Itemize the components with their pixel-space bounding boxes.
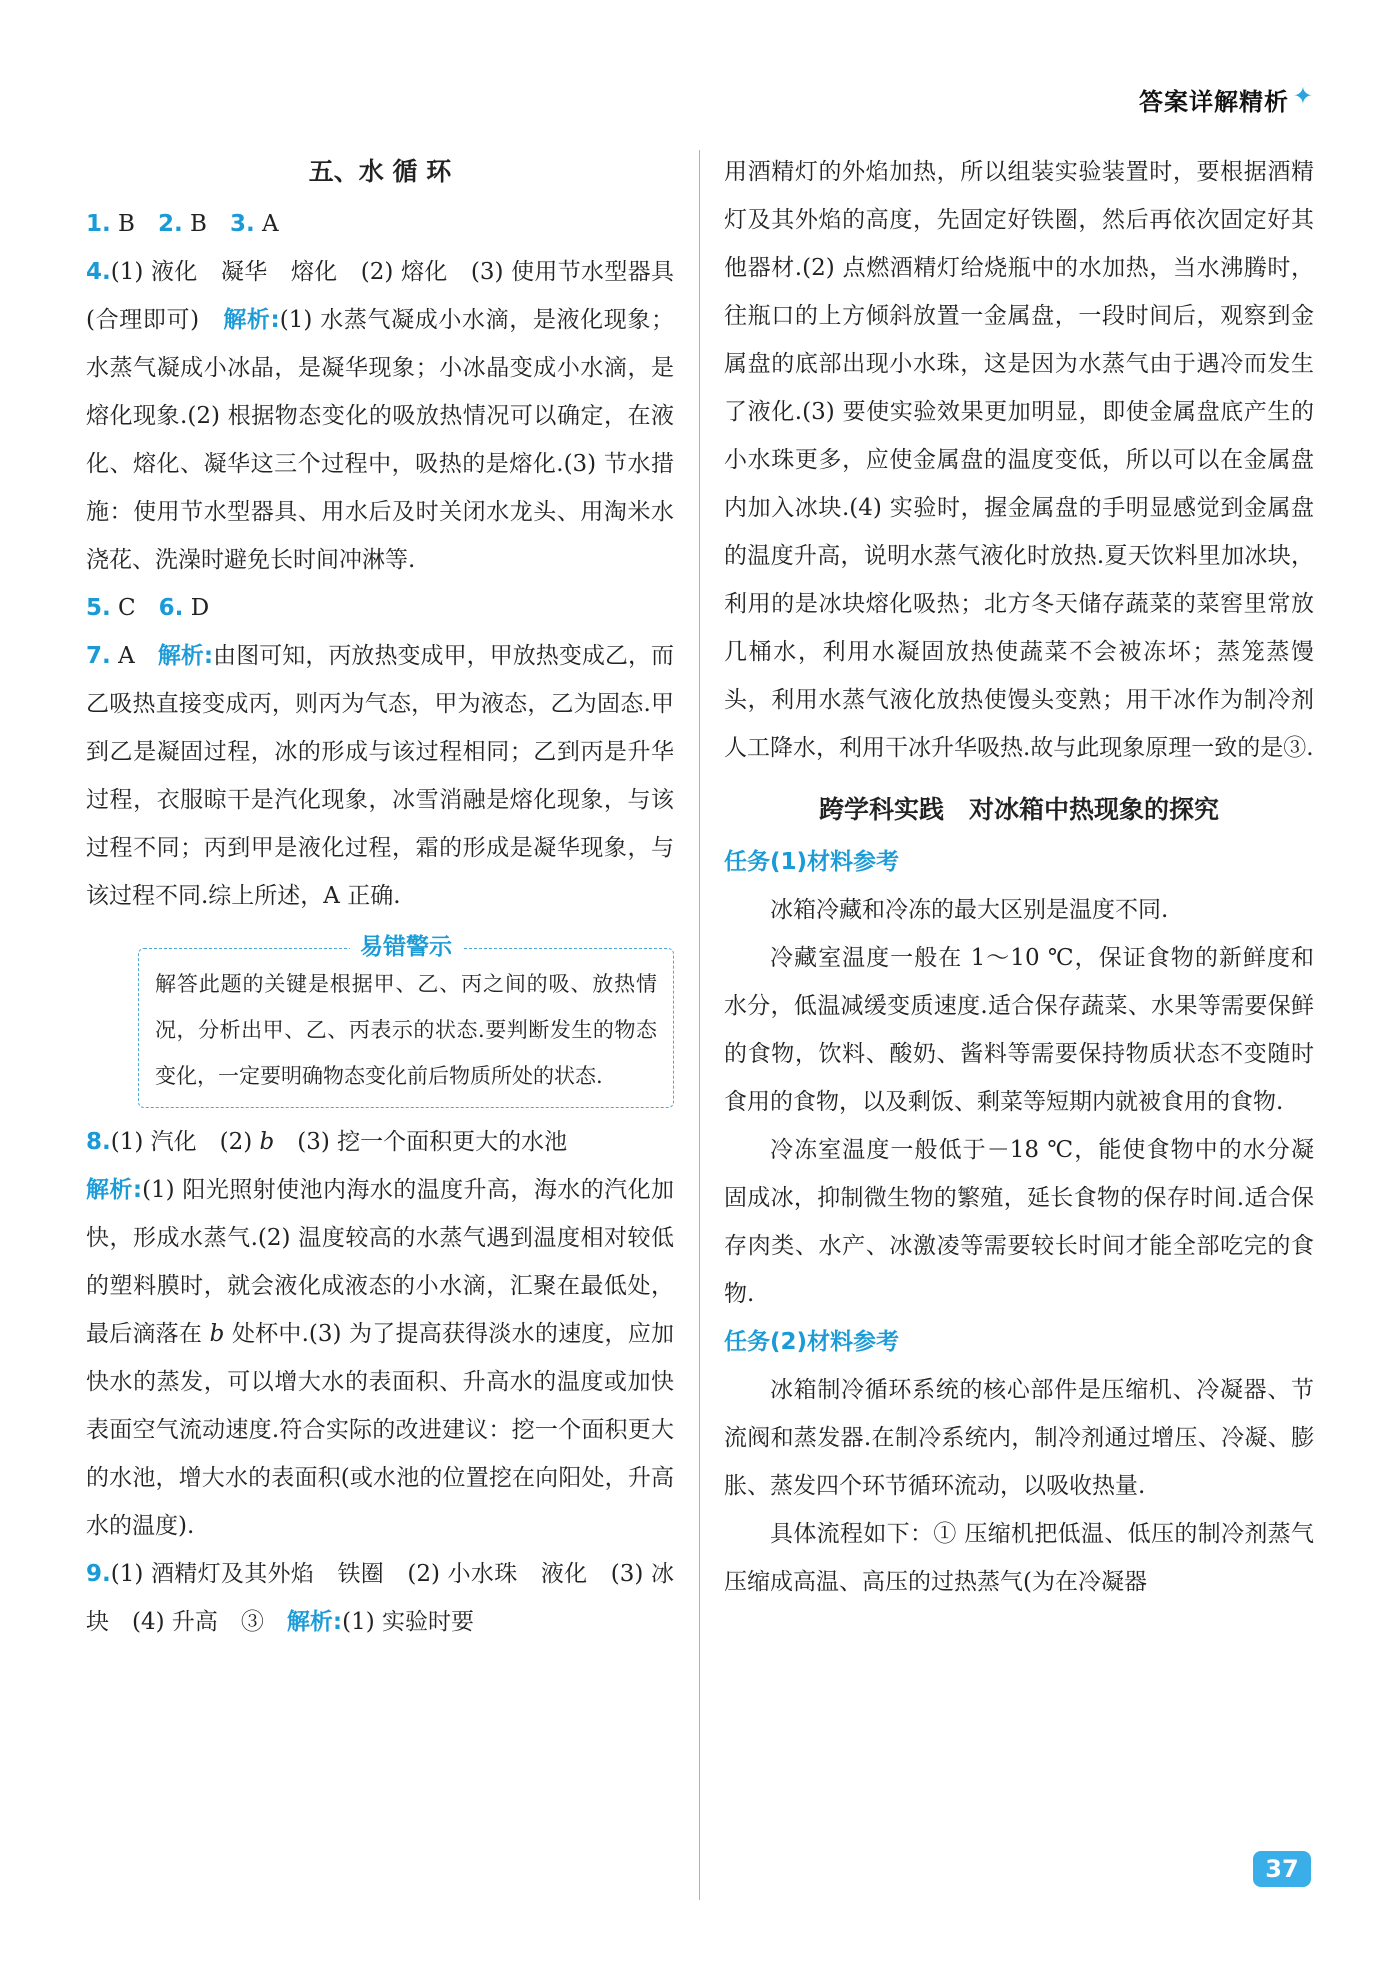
answer-q9: 9.(1) 酒精灯及其外焰 铁圈 (2) 小水珠 液化 (3) 冰块 (4) 升高 ③ 解析:(1) 实验时要: [86, 1561, 674, 1635]
answer-q4: 4.(1) 液化 凝华 熔化 (2) 熔化 (3) 使用节水型器具(合理即可) 解析:(1) 水蒸气凝成小水滴，是液化现象；水蒸气凝成小冰晶，是凝华现象；小冰晶变成小水滴，是熔化现象.(2) 根据物态变化的吸放热情况可以确定，在液化、熔化、凝华这三个过程中，吸热的是熔化.(3) 节水措施：使用节水型器具、用水后及时关闭水龙头、用淘米水浇花、洗澡时避免长时间冲淋等.: [86, 259, 675, 573]
task-1-heading: 任务(1)材料参考: [724, 849, 900, 875]
column-divider: [699, 150, 700, 1900]
answer-q8: 8.(1) 汽化 (2) b (3) 挖一个面积更大的水池 解析:(1) 阳光照射使池内海水的温度升高，海水的汽化加快，形成水蒸气.(2) 温度较高的水蒸气遇到温度相对较低的塑料膜时，就会液化成液态的小水滴，汇聚在最低处，最后滴落在 b 处杯中.(3) 为了提高获得淡水的速度，应加快水的蒸发，可以增大水的表面积、升高水的温度或加快表面空气流动速度.符合实际的改进建议：挖一个面积更大的水池，增大水的表面积(或水池的位置挖在向阳处，升高水的温度).: [86, 1129, 674, 1539]
section-title-fridge: 跨学科实践 对冰箱中热现象的探究: [818, 795, 1219, 824]
answer-q9-continued: 用酒精灯的外焰加热，所以组装实验装置时，要根据酒精灯及其外焰的高度，先固定好铁圈，然后再依次固定好其他器材.(2) 点燃酒精灯给烧瓶中的水加热，当水沸腾时，往瓶口的上方倾斜放置一金属盘，一段时间后，观察到金属盘的底部出现小水珠，这是因为水蒸气由于遇冷而发生了液化.(3) 要使实验效果更加明显，即使金属盘底产生的小水珠更多，应使金属盘的温度变低，所以可以在金属盘内加入冰块.(4) 实验时，握金属盘的手明显感觉到金属盘的温度升高，说明水蒸气液化时放热.夏天饮料里加冰块，利用的是冰块熔化吸热；北方冬天储存蔬菜的菜窖里常放几桶水，利用水凝固放热使蔬菜不会被冻坏；蒸笼蒸馒头，利用水蒸气液化放热使馒头变熟；用干冰作为制冷剂人工降水，利用干冰升华吸热.故与此现象原理一致的是③.: [724, 159, 1314, 761]
warning-title: 易错警示: [350, 931, 462, 963]
sparkle-icon: ✦: [1292, 82, 1313, 110]
task-2-paragraph-1: 冰箱制冷循环系统的核心部件是压缩机、冷凝器、节流阀和蒸发器.在制冷系统内，制冷剂通过增压、冷凝、膨胀、蒸发四个环节循环流动，以吸收热量.: [724, 1377, 1314, 1499]
task-2-paragraph-2: 具体流程如下：① 压缩机把低温、低压的制冷剂蒸气压缩成高温、高压的过热蒸气(为在冷凝器: [724, 1521, 1314, 1595]
answer-q7: 7. A 解析:由图可知，丙放热变成甲，甲放热变成乙，而乙吸热直接变成丙，则丙为气态，甲为液态，乙为固态.甲到乙是凝固过程，冰的形成与该过程相同；乙到丙是升华过程，衣服晾干是汽化现象，冰雪消融是熔化现象，与该过程不同；丙到甲是液化过程，霜的形成是凝华现象，与该过程不同.综上所述，A 正确.: [86, 643, 675, 909]
page-header: [0, 76, 1399, 120]
error-warning-box: [138, 934, 674, 1108]
header-title: 答案详解精析: [1139, 88, 1289, 116]
section-title-water-cycle: 五、水 循 环: [308, 157, 452, 186]
left-column: [86, 148, 674, 1646]
answer-q1-3: 1. B 2. B 3. A: [86, 211, 279, 237]
answer-q5-6: 5. C 6. D: [86, 595, 210, 621]
task-1-paragraph-1: 冰箱冷藏和冷冻的最大区别是温度不同.: [770, 897, 1169, 923]
right-column: [724, 148, 1314, 1606]
warning-text: 解答此题的关键是根据甲、乙、丙之间的吸、放热情况，分析出甲、乙、丙表示的状态.要判断发生的物态变化，一定要明确物态变化前后物质所处的状态.: [155, 972, 657, 1088]
task-1-paragraph-3: 冷冻室温度一般低于－18 ℃，能使食物中的水分凝固成冰，抑制微生物的繁殖，延长食物的保存时间.适合保存肉类、水产、冰激凌等需要较长时间才能全部吃完的食物.: [724, 1137, 1314, 1307]
task-2-heading: 任务(2)材料参考: [724, 1329, 900, 1355]
task-1-paragraph-2: 冷藏室温度一般在 1～10 ℃，保证食物的新鲜度和水分，低温减缓变质速度.适合保存蔬菜、水果等需要保鲜的食物，饮料、酸奶、酱料等需要保持物质状态不变随时食用的食物，以及剩饭、剩菜等短期内就被食用的食物.: [724, 945, 1314, 1115]
page-number: 37: [1253, 1851, 1311, 1887]
